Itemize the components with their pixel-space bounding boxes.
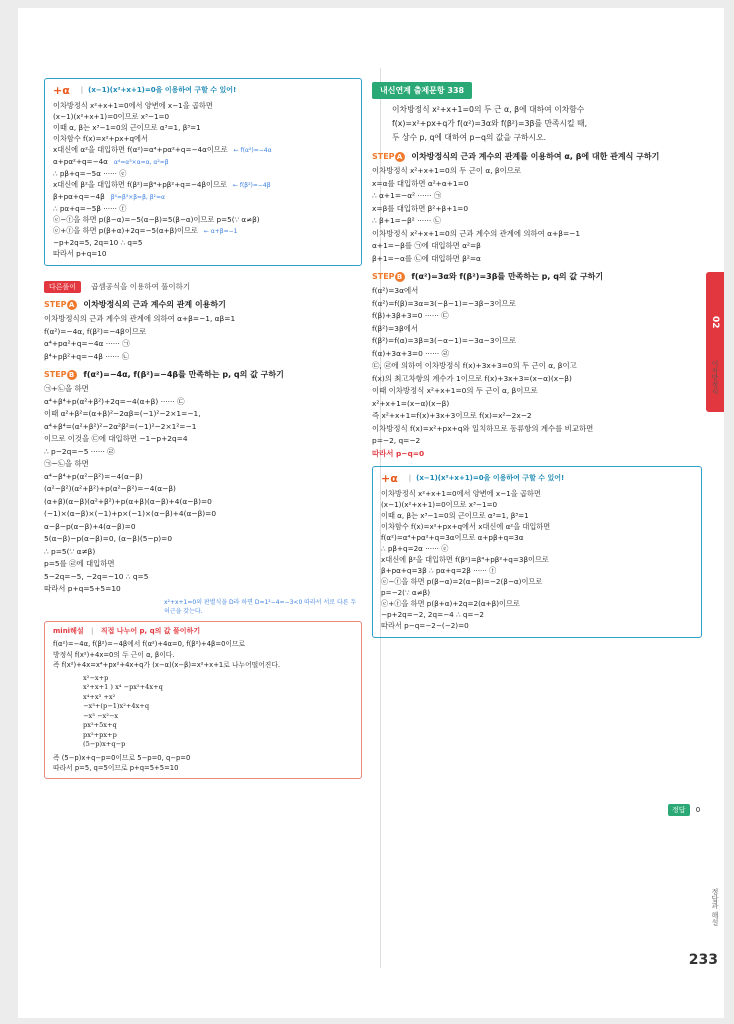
text-line: −p+2q=−2, 2q=−4 ∴ q=−2 <box>381 609 485 619</box>
text-line: 따라서 p−q=−2−(−2)=0 <box>381 620 469 630</box>
step-b-body <box>44 383 362 596</box>
right-step-b-heading: STEP B f(α²)=3α와 f(β²)=3β를 만족하는 p, q의 값 구하기 <box>372 272 604 281</box>
text-line: ∴ pα+q=−5β ······ ⓕ <box>53 204 127 213</box>
text-line: −x³ −x²−x <box>83 711 119 720</box>
plus-alpha-header: +α | (x−1)(x²+x+1)=0을 이용하여 구할 수 있어! <box>53 84 237 97</box>
text-line: β+pα+q=−4β β⁴=β³×β=β, β²=α <box>53 192 165 201</box>
plus-alpha-header-right: +α | (x−1)(x²+x+1)=0을 이용하여 구할 수 있어! <box>381 471 565 485</box>
text-line: f(α)+3α+3=0 ······ ㉣ <box>372 348 449 358</box>
text-line: 이므로 이것을 ㉢에 대입하면 −1−p+2q=4 <box>44 434 188 443</box>
text-line: ∴ β+1=−β² ······ ㉡ <box>372 216 441 225</box>
text-line: (α+β)(α−β)(α²+β²)+p(α+β)(α−β)+4(α−β)=0 <box>44 496 212 506</box>
text-line: ⓔ+ⓕ을 하면 p(β+α)+2q=2(α+β)이므로 <box>381 598 520 608</box>
right-step-a-heading: STEP A 이차방정식의 근과 계수의 관계를 이용하여 α, β에 대한 관계식 구하기 <box>372 152 660 161</box>
other-solution-title: 곱셈공식을 이용하여 풀이하기 <box>91 282 191 291</box>
text-line: 이차방정식 x²+x+1=0의 두 근 α, β에 대하여 이차함수 <box>392 105 585 114</box>
text-line: β+pα+q=3β ∴ pα+q=2β ······ ⓕ <box>381 565 497 575</box>
plus-alpha-title: (x−1)(x²+x+1)=0을 이용하여 구할 수 있어! <box>88 86 237 94</box>
text-line: α⁴−β⁴+p(α²−β²)=−4(α−β) <box>44 471 143 481</box>
answer-label: 정답 <box>668 804 690 816</box>
annotation-note: ← f(α²)=−4α <box>233 147 272 154</box>
text-line: f(α²)=3α에서 <box>372 286 419 295</box>
long-division <box>83 674 353 750</box>
text-line: (5−p)x+q−p <box>83 740 126 748</box>
text-line: 이때 α²+β²=(α+β)²−2αβ=(−1)²−2×1=−1, <box>44 409 201 418</box>
text-line: ㉠+㉡을 하면 <box>44 384 89 393</box>
text-line: 5(α−β)−p(α−β)=0, (α−β)(5−p)=0 <box>44 534 173 543</box>
problem-text <box>392 103 702 145</box>
annotation-note: β⁴=β³×β=β, β²=α <box>110 194 165 201</box>
text-line: −x³+(p−1)x²+4x+q <box>83 702 150 710</box>
right-step-a-title: 이차방정식의 근과 계수의 관계를 이용하여 α, β에 대한 관계식 구하기 <box>411 152 660 161</box>
text-line: f(α²)=−4α, f(β²)=−4β에서 f(α²)+4α=0, f(β²)+4β=0이므로 <box>53 640 246 648</box>
answer <box>668 804 700 816</box>
text-line: 이차방정식 x²+x+1=0에서 양변에 x−1을 곱하면 <box>53 101 213 110</box>
text-line: x⁴+x³ +x² <box>83 692 116 701</box>
text-line: 따라서 p+q=10 <box>53 249 107 258</box>
text-line: ∴ p−2q=−5 ······ ㉣ <box>44 446 115 456</box>
text-line: ∴ pβ+q=−5α ······ ⓔ <box>53 169 127 178</box>
plus-alpha-label-right: +α <box>381 471 398 485</box>
text-line: β⁴+pβ²+q=−4β ······ ㉡ <box>44 351 130 361</box>
text-line: 이때 α, β는 x³−1=0의 근이므로 α³=1, β³=1 <box>53 123 201 132</box>
problem-header: 내신연계 출제문항 338 <box>372 82 472 99</box>
text-line: f(β²)=3β에서 <box>372 323 418 333</box>
footer-label: 정답과 해설 <box>711 888 719 926</box>
text-line: 이차방정식 f(x)=x²+px+q와 일치하므로 동류항의 계수를 비교하면 <box>372 423 594 433</box>
plus-alpha-box-right <box>372 466 702 638</box>
root-note: x²+x+1=0의 판별식을 D라 하면 D=1²−4=−3<0 따라서 서로 다른 두 허근을 갖는다. <box>164 598 357 615</box>
chapter-number: 02 <box>710 316 720 329</box>
answer-value: 0 <box>695 806 701 814</box>
text-line: x²−x+p <box>83 673 109 682</box>
text-line: 즉 (5−p)x+q−p=0이므로 5−p=0, q−p=0 <box>53 753 191 762</box>
text-line: 이차방정식 x²+x+1=0에서 양변에 x−1을 곱하면 <box>381 488 541 498</box>
text-line: x²+x+1=(x−α)(x−β) <box>372 398 450 408</box>
text-line: 이차방정식의 근과 계수의 관계에 의하여 α+β=−1, αβ=1 <box>44 314 236 323</box>
text-line: α+1=−β를 ㉠에 대입하면 α²=β <box>372 241 481 250</box>
right-step-b-title: f(α²)=3α와 f(β²)=3β를 만족하는 p, q의 값 구하기 <box>411 272 604 281</box>
annotation-note: α⁴=α³×α=α, α²=β <box>113 159 169 166</box>
text-line: f(α²)=f(β)=3α=3(−β−1)=−3β−3이므로 <box>372 298 516 308</box>
text-line: ㉠−㉡을 하면 <box>44 459 89 468</box>
text-line: px²+px+p <box>83 730 117 739</box>
text-line: 방정식 f(x²)+4x=0의 두 근이 α, β이다. <box>53 650 175 659</box>
mini-title: 직접 나누어 p, q의 값 풀이하기 <box>100 626 201 635</box>
mini-tail <box>53 753 353 774</box>
plus-alpha-lines-right <box>381 488 693 631</box>
text-line: p=−2, q=−2 <box>372 436 421 445</box>
text-line: f(x)의 최고차항의 계수가 1이므로 f(x)+3x+3=(x−α)(x−β) <box>372 373 572 383</box>
text-line: f(α²)=α⁴+pα²+q=3α이므로 α+pβ+q=3α <box>381 532 524 542</box>
plus-alpha-box-left <box>44 78 362 266</box>
text-line: 즉 x²+x+1=f(x)+3x+3이므로 f(x)=x²−2x−2 <box>372 411 532 420</box>
plus-alpha-lines <box>53 100 353 259</box>
text-line: α+pα²+q=−4α α⁴=α³×α=α, α²=β <box>53 157 169 166</box>
text-line: (x−1)(x²+x+1)=0이므로 x³−1=0 <box>53 112 170 121</box>
step-a-title: 이차방정식의 근과 계수의 관계 이용하기 <box>83 300 226 309</box>
text-line: x대신에 β²을 대입하면 f(β²)=β⁴+pβ²+q=−4β이므로 ← f(β²)=−4β <box>53 180 271 189</box>
text-line: ∴ α+1=−α² ······ ㉠ <box>372 191 442 200</box>
text-line: 이차방정식 x²+x+1=0의 근과 계수의 관계에 의하여 α+β=−1 <box>372 228 581 238</box>
text-line: p=5를 ㉣에 대입하면 <box>44 559 115 568</box>
text-line: x대신에 α²을 대입하면 f(α²)=α⁴+pα²+q=−4α이므로 ← f(α²)=−4α <box>53 145 272 154</box>
text-line: f(α²)=−4α, f(β²)=−4β이므로 <box>44 326 147 336</box>
text-line: x대신에 β²을 대입하면 f(β²)=β⁴+pβ²+q=3β이므로 <box>381 554 549 564</box>
page <box>18 8 724 1018</box>
plus-alpha-label: +α <box>53 84 70 97</box>
other-solution-header <box>44 274 362 293</box>
plus-alpha-title-right: (x−1)(x²+x+1)=0을 이용하여 구할 수 있어! <box>416 473 565 482</box>
right-column <box>372 78 702 638</box>
text-line: px²+5x+q <box>83 721 117 729</box>
text-line: f(β)+3β+3=0 ······ ㉢ <box>372 311 449 320</box>
text-line: 이때 α, β는 x³−1=0의 근이므로 α³=1, β³=1 <box>381 510 529 520</box>
text-line: ⓔ+ⓕ을 하면 p(β+α)+2q=−5(α+β)이므로 ← α+β=−1 <box>53 226 238 235</box>
mini-lines <box>53 639 353 671</box>
other-solution-tag: 다른풀이 <box>44 281 81 293</box>
text-line: ⓔ−ⓕ을 하면 p(β−α)=−5(α−β)=5(β−α)이므로 p=5(∵ α≠β) <box>53 215 260 224</box>
text-line: f(x)=x²+px+q가 f(α²)=3α와 f(β²)=3β를 만족시킬 때, <box>392 119 588 128</box>
step-a-heading: STEP A 이차방정식의 근과 계수의 관계 이용하기 <box>44 300 226 309</box>
text-line: 이차함수 f(x)=x²+px+q에서 x대신에 α²을 대입하면 <box>381 521 551 531</box>
text-line: α⁴+pα²+q=−4α ······ ㉠ <box>44 339 130 348</box>
text-line: ∴ pβ+q=2α ······ ⓔ <box>381 543 449 553</box>
text-line: ⓔ−ⓕ을 하면 p(β−α)=2(α−β)=−2(β−α)이므로 <box>381 576 543 586</box>
step-b-heading: STEP B f(α²)=−4α, f(β²)=−4β를 만족하는 p, q의 값 구하기 <box>44 370 284 379</box>
mini-header: mini해설 | 직접 나누어 p, q의 값 풀이하기 <box>53 626 201 635</box>
text-line: ㉢, ㉣에 의하여 이차방정식 f(x)+3x+3=0의 두 근이 α, β이고 <box>372 361 577 370</box>
page-number: 233 <box>688 952 718 968</box>
text-line: p=−2(∵ α≠β) <box>381 587 430 597</box>
text-line: 5−2q=−5, −2q=−10 ∴ q=5 <box>44 571 149 581</box>
step-a-body <box>44 313 362 363</box>
text-line: 따라서 p=5, q=5이므로 p+q=5+5=10 <box>53 764 179 772</box>
text-line: x=β를 대입하면 β²+β+1=0 <box>372 203 469 213</box>
annotation-note: ← α+β=−1 <box>203 228 238 235</box>
text-line: 즉 f(x²)+4x=x⁴+px²+4x+q가 (x−α)(x−β)=x²+x+1로 나누어떨어진다. <box>53 661 281 669</box>
text-line: 따라서 p+q=5+5=10 <box>44 584 121 593</box>
text-line: (α²−β²)(α²+β²)+p(α²−β²)=−4(α−β) <box>44 484 176 493</box>
text-line: x²+x+1 ) x⁴ −px²+4x+q <box>83 683 163 691</box>
text-line: 두 상수 p, q에 대하여 p−q의 값을 구하시오. <box>392 133 547 142</box>
text-line: −p+2q=5, 2q=10 ∴ q=5 <box>53 238 143 247</box>
conclusion: 따라서 p−q=0 <box>372 448 425 458</box>
text-line: x=α를 대입하면 α²+α+1=0 <box>372 178 469 188</box>
step-b-title: f(α²)=−4α, f(β²)=−4β를 만족하는 p, q의 값 구하기 <box>83 370 284 379</box>
text-line: f(β²)=f(α)=3β=3(−α−1)=−3α−3이므로 <box>372 336 516 345</box>
left-column <box>44 78 362 779</box>
text-line: α⁴+β⁴+p(α²+β²)+2q=−4(α+β) ······ ㉢ <box>44 396 185 406</box>
text-line: α⁴+β⁴=(α²+β²)²−2α²β²=(−1)²−2×1²=−1 <box>44 421 197 431</box>
right-step-a-body <box>372 165 702 265</box>
text-line: (x−1)(x²+x+1)=0이므로 x³−1=0 <box>381 499 498 509</box>
mini-explanation-box <box>44 621 362 779</box>
right-step-b-body <box>372 285 702 448</box>
mini-tag: mini해설 <box>53 626 84 635</box>
annotation-note: ← f(β²)=−4β <box>232 182 271 189</box>
text-line: α−β−p(α−β)+4(α−β)=0 <box>44 521 136 531</box>
chapter-label: 이차방정식 <box>711 360 719 395</box>
text-line: (−1)×(α−β)×(−1)+p×(−1)×(α−β)+4(α−β)=0 <box>44 509 217 518</box>
text-line: 이때 이차방정식 x²+x+1=0의 두 근이 α, β이므로 <box>372 386 538 395</box>
text-line: 이차방정식 x²+x+1=0의 두 근이 α, β이므로 <box>372 166 522 175</box>
text-line: ∴ p=5(∵ α≠β) <box>44 546 96 556</box>
text-line: 이차함수 f(x)=x²+px+q에서 <box>53 134 148 143</box>
text-line: β+1=−α를 ㉡에 대입하면 β²=α <box>372 253 481 263</box>
